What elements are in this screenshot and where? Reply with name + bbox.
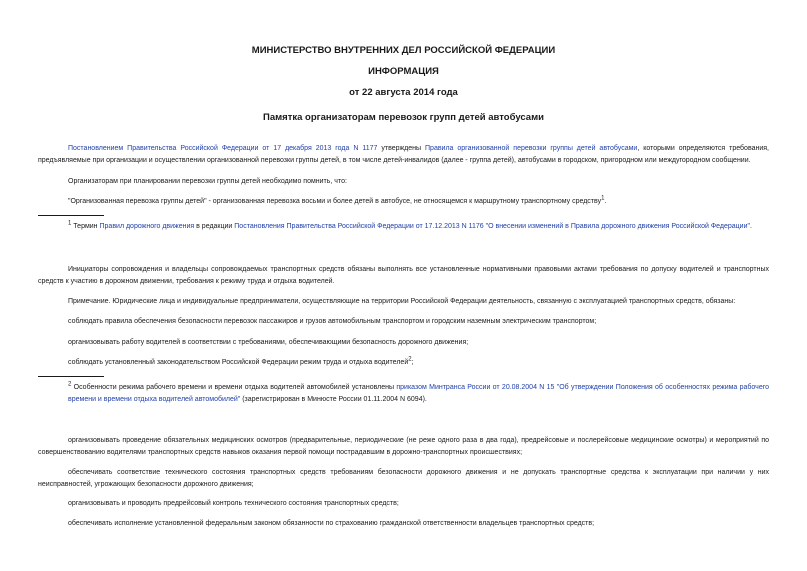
footnote-2-mark: 2 [68, 381, 72, 388]
paragraph-intro-text: утверждены [377, 145, 426, 152]
paragraph-precheck: организовывать и проводить предрейсовый контроль технического состояния транспортных средств; [68, 500, 399, 507]
definition-paragraph [68, 196, 606, 208]
paragraph-organizers: Организаторам при планировании перевозки группы детей необходимо помнить, что: [68, 178, 347, 185]
ministry-heading: МИНИСТЕРСТВО ВНУТРЕННИХ ДЕЛ РОССИЙСКОЙ ФЕДЕРАЦИИ [251, 45, 556, 56]
footnote-1-text-2: в редакции [194, 223, 235, 230]
paragraph-note: Примечание. Юридические лица и индивидуальные предприниматели, осуществляющие на территории Российской Федерации деятельность, связанную с эксплуатацией транспортных средств, обязаны: [68, 298, 736, 305]
resolution-1176-link[interactable]: Постановления Правительства Российской Федерации от 17.12.2013 N 1176 "О внесении изменений в Правила дорожного движения Российской Федерации" [234, 223, 750, 230]
traffic-rules-link[interactable]: Правил дорожного движения [99, 223, 195, 230]
paragraph-driver-work: организовывать работу водителей в соответствии с требованиями, обеспечивающими безопасность дорожного движения; [68, 339, 469, 346]
resolution-1177-link[interactable]: Постановлением Правительства Российской Федерации от 17 декабря 2013 года N 1177 [68, 145, 378, 152]
definition-text: "Организованная перевозка группы детей" - организованная перевозка восьми и более детей в автобусе, не относящемся к маршрутному транспортному средству [68, 198, 602, 205]
footnote-divider-2 [38, 376, 104, 377]
paragraph-intro [38, 143, 769, 167]
footnote-2 [68, 382, 769, 406]
paragraph-intro-text-2: , которыми определяются требования, предъявляемые при организации и осуществлении организованной перевозки группы детей, в том числе детей-инвалидов (далее - группа детей), автобусами в городском, пригородном или междугородном сообщении. [38, 145, 769, 164]
paragraph-technical: обеспечивать соответствие технического состояния транспортных средств требованиям безопасности дорожного движения и не допускать транспортные средства к эксплуатации при наличии у них неисправностей, угрожающих безопасности дорожного движения; [38, 469, 769, 488]
footnote-divider [38, 215, 104, 216]
footnote-1 [68, 221, 752, 233]
transport-rules-link[interactable]: Правила организованной перевозки группы детей автобусами [425, 145, 638, 152]
paragraph-insurance: обеспечивать исполнение установленной федеральным законом обязанности по страхованию гражданской ответственности владельцев транспортных средств; [68, 520, 595, 527]
document-type-heading: ИНФОРМАЦИЯ [368, 66, 439, 77]
footnote-1-text: Термин [71, 223, 100, 230]
mintrans-order-link[interactable]: приказом Минтранса России от 20.08.2004 N 15 "Об утверждении Положения об особенностях режима рабочего времени и времени отдыха водителей автомобилей" [68, 384, 770, 403]
footnote-2-text: Особенности режима рабочего времени и времени отдыха водителей автомобилей установлены [71, 384, 397, 391]
document-date: от 22 августа 2014 года [349, 87, 458, 98]
work-rest-tail: ; [411, 359, 414, 366]
footnote-ref-2[interactable]: 2 [408, 356, 412, 363]
definition-tail: . [604, 198, 607, 205]
paragraph-work-rest [68, 357, 414, 369]
work-rest-text: соблюдать установленный законодательством Российской Федерации режим труда и отдыха водителей [68, 359, 409, 366]
footnote-2-text-2: (зарегистрирован в Минюсте России 01.11.2004 N 6094). [240, 396, 427, 403]
paragraph-medical: организовывать проведение обязательных медицинских осмотров (предварительные, периодические (не реже одного раза в два года), предрейсовые и послерейсовые медицинские осмотры) и мероприятий по совершенствованию водителями транспортных средств навыков оказания первой помощи пострадавшим в дорожно-транспортных происшествиях; [38, 437, 769, 456]
footnote-ref-1[interactable]: 1 [601, 195, 605, 202]
footnote-1-mark: 1 [68, 220, 72, 227]
footnote-1-text-3: . [750, 223, 752, 230]
paragraph-safety-rules: соблюдать правила обеспечения безопасности перевозок пассажиров и грузов автомобильным транспортом и городским наземным электрическим транспортом; [68, 318, 597, 325]
document-title: Памятка организаторам перевозок групп детей автобусами [263, 112, 544, 123]
paragraph-initiators: Инициаторы сопровождения и владельцы сопровождаемых транспортных средств обязаны выполнять все установленные нормативными правовыми актами требования по допуску водителей и транспортных средств к участию в дорожном движении, требования к режиму труда и отдыха водителей. [38, 266, 769, 285]
